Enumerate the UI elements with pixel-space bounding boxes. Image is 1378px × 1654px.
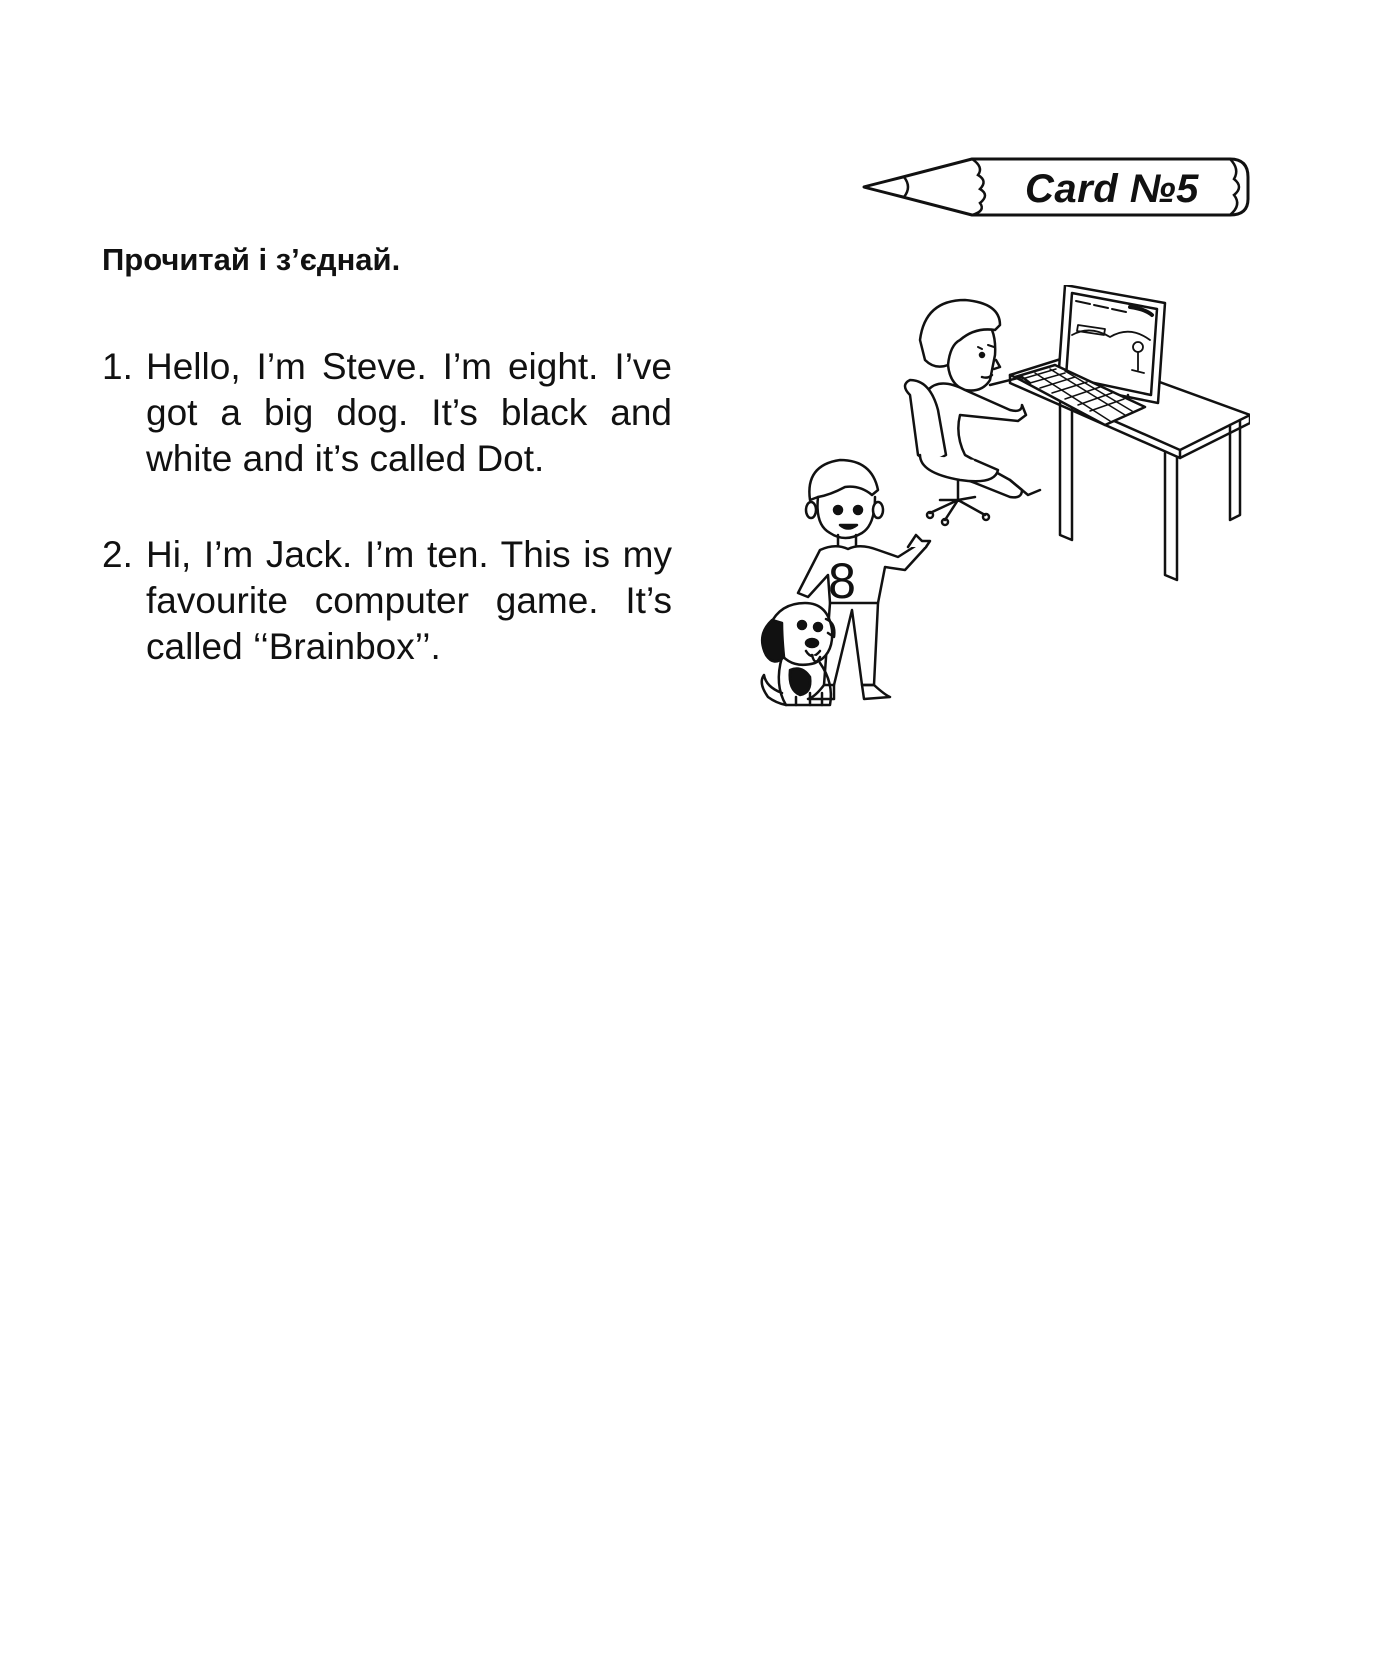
card-number-label: Card №5 [1025, 167, 1199, 211]
standing-boy-icon [798, 460, 930, 699]
task-instruction: Прочитай і з’єднай. [102, 242, 401, 277]
reading-item [102, 344, 672, 482]
item-text: Hello, I’m Steve. I’m eight. I’ve got a big dog. It’s black and white and it’s called Dot. [146, 346, 672, 479]
item-number: 1. [102, 346, 133, 387]
dog-icon [762, 603, 835, 705]
item-number: 2. [102, 534, 133, 575]
shirt-number: 8 [828, 553, 856, 609]
reading-item [102, 532, 672, 670]
item-text: Hi, I’m Jack. I’m ten. This is my favourite computer game. It’s called ‘‘Brainbox’’. [146, 534, 672, 667]
illustration-scene [760, 285, 1250, 755]
illustration-boys-computer-dog [760, 285, 1250, 755]
